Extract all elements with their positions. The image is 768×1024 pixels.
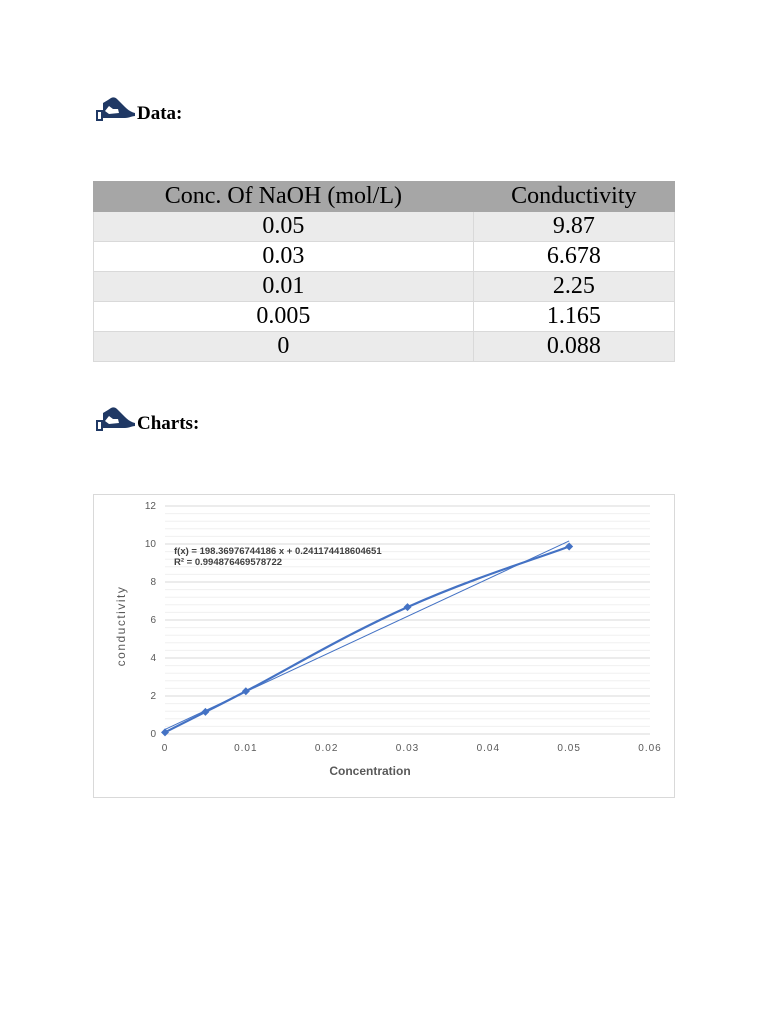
y-tick-label: 6 — [150, 615, 156, 626]
trendline-r-squared: R² = 0.994876469578722 — [174, 557, 283, 568]
y-tick-label: 8 — [150, 577, 156, 588]
x-tick-label: 0.04 — [476, 743, 501, 754]
y-axis-ticks — [145, 501, 157, 740]
y-axis-title: conductivity — [114, 585, 128, 667]
x-axis-ticks — [162, 743, 662, 754]
table-row — [94, 242, 675, 272]
y-tick-label: 10 — [144, 539, 156, 550]
x-tick-label: 0.03 — [395, 743, 420, 754]
pointing-hand-icon — [95, 404, 137, 434]
y-tick-label: 4 — [150, 653, 156, 664]
data-table — [93, 181, 675, 362]
data-point — [161, 728, 169, 736]
cell-concentration: 0.05 — [94, 212, 474, 242]
data-heading — [95, 94, 182, 124]
x-tick-label: 0.05 — [557, 743, 581, 754]
x-tick-label: 0 — [161, 743, 169, 754]
cell-concentration: 0.01 — [94, 272, 474, 302]
cell-concentration: 0 — [94, 332, 474, 362]
x-tick-label: 0.02 — [314, 743, 339, 754]
x-tick-label: 0.06 — [638, 743, 662, 754]
cell-conductivity: 6.678 — [473, 242, 674, 272]
cell-concentration: 0.03 — [94, 242, 474, 272]
x-tick-label: 0.01 — [234, 743, 258, 754]
trendline-equation: f(x) = 198.36976744186 x + 0.241174418604651 — [174, 546, 382, 557]
x-axis-title: Concentration — [329, 764, 411, 778]
cell-conductivity: 2.25 — [473, 272, 674, 302]
charts-heading — [95, 404, 199, 434]
conductivity-chart — [93, 494, 675, 798]
column-header-conductivity: Conductivity — [473, 182, 674, 212]
table-row — [94, 212, 675, 242]
pointing-hand-icon — [95, 94, 137, 124]
cell-conductivity: 9.87 — [473, 212, 674, 242]
y-tick-label: 2 — [150, 691, 156, 702]
y-tick-label: 12 — [144, 501, 156, 512]
charts-heading-label: Charts: — [137, 413, 200, 434]
column-header-concentration: Conc. Of NaOH (mol/L) — [94, 182, 474, 212]
table-row — [94, 302, 675, 332]
data-heading-label: Data: — [137, 103, 183, 124]
table-header-row — [94, 182, 675, 212]
cell-conductivity: 1.165 — [473, 302, 674, 332]
y-tick-label: 0 — [150, 729, 156, 740]
table-row — [94, 332, 675, 362]
chart-canvas — [94, 495, 674, 797]
table-row — [94, 272, 675, 302]
chart-series — [161, 541, 573, 736]
chart-gridlines — [165, 506, 650, 734]
cell-concentration: 0.005 — [94, 302, 474, 332]
cell-conductivity: 0.088 — [473, 332, 674, 362]
